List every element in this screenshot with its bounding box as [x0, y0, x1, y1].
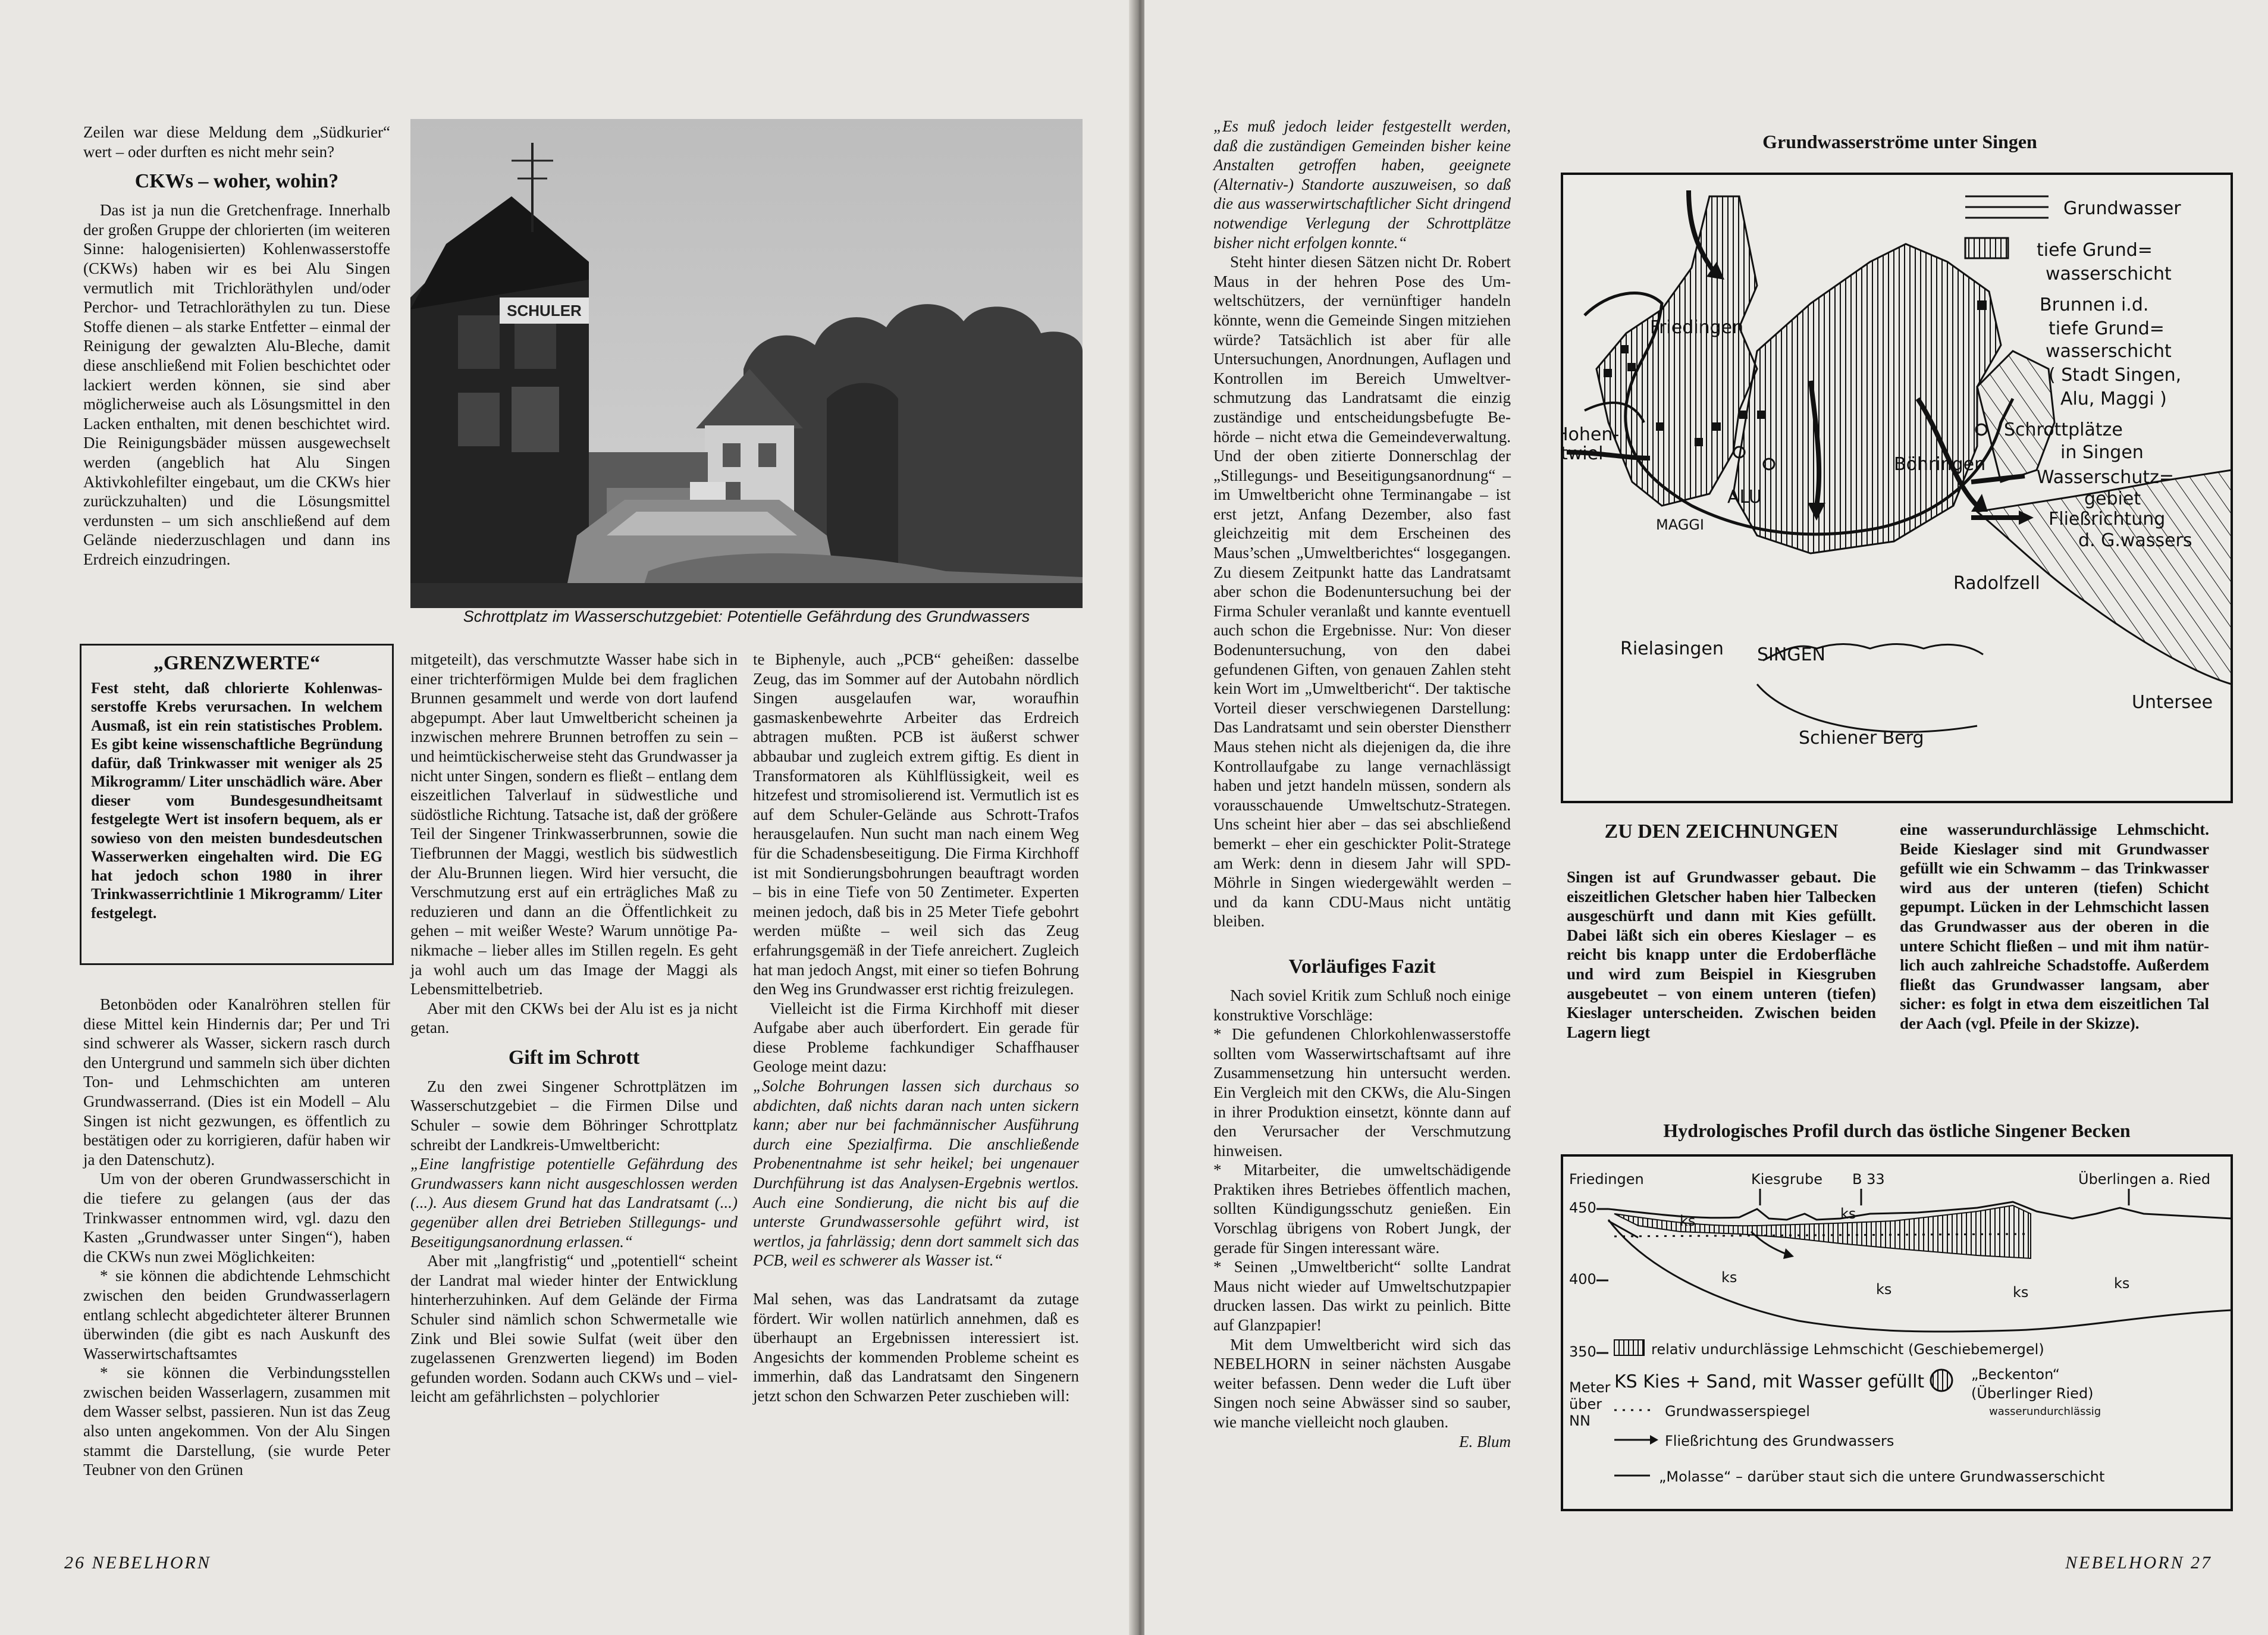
grenzwerte-box	[80, 644, 394, 965]
page-folio-right: NEBELHORN 27	[2065, 1553, 2212, 1573]
legend-brunnen-2: tiefe Grund=	[2049, 318, 2165, 339]
bullet-paragraph: * Mitarbeiter, die umweltschädigende Praktiken ihres Betriebes öffentlich machen, sollten Kündigungsschutz genießen. Ein Vorschlag übrigens von Robert Jungk, der gerade für Singen interessant wäre.	[1213, 1161, 1511, 1257]
column-right-1	[1213, 117, 1511, 1451]
profile-legend-spiegel: Grundwasserspiegel	[1665, 1403, 1810, 1420]
paragraph: Aber mit „langfristig“ und „potentiell“ scheint der Landrat mal wieder hinter der Entwicklung hinterherzuhinken. Auf dem Gelände der Firma Schuler sind nämlich schon Schwermetalle wie Zink und Blei sowie Sulfat (weit über den zugelassenen Grenzwerten liegend) im Boden gefunden worden. Sodann auch CKWs und – vielleicht am gefährlichsten – polychlorier	[410, 1252, 738, 1406]
profile-elev-400: 400	[1569, 1271, 1596, 1288]
place-alu: ALU	[1727, 487, 1762, 508]
paragraph: eine wasserundurchlässige Lehmschicht. Beide Kieslager sind mit Grundwasser gefüllt wie ein Schwamm – das Trinkwasser wird aus der unteren (tiefen) Schicht gepumpt. Lücken in der Lehmschicht lassen das Grundwasser aus der oberen in die untere Schicht fließen – und mit ihm natürlich auch zahlreiche Schadstoffe. Außerdem fließt das Grundwasser langsam, aber sicher: es folgt in etwa dem eiszeitlichen Tal der Aach (vgl. Pfeile in der Skizze).	[1900, 820, 2209, 1032]
legend-schutz-2: gebiet	[2084, 488, 2141, 509]
legend-schutz-1: Wasserschutz=	[2037, 467, 2174, 488]
profile-ks: ks	[1840, 1205, 1856, 1222]
legend-brunnen-5: Alu, Maggi )	[2060, 389, 2167, 409]
legend-brunnen-1: Brunnen i.d.	[2040, 295, 2149, 315]
profile-elev-450: 450	[1569, 1199, 1596, 1216]
profile-label-kiesgrube: Kiesgrube	[1751, 1171, 1822, 1188]
scrapyard-photo	[410, 119, 1083, 608]
profile-title: Hydrologisches Profil durch das östliche Singener Becken	[1663, 1120, 2131, 1141]
legend-tiefe-2: wasserschicht	[2046, 264, 2172, 284]
profile-axis-meter: Meter	[1569, 1379, 1611, 1396]
profile-elev-350: 350	[1569, 1343, 1596, 1360]
profile-axis-ueber: über	[1569, 1396, 1602, 1412]
profile-sketch	[1561, 1154, 2233, 1511]
paragraph: Mit dem Umweltbericht wird sich das NEBELHORN in seiner nächsten Ausgabe weiter befassen. Denn weder die Luft über Singen noch seine Abwässer sind so sauber, wie manche vielleicht noch glauben.	[1213, 1335, 1511, 1431]
profile-legend-beckenton: „Beckenton“	[1971, 1366, 2060, 1383]
zeichnungen-title: ZU DEN ZEICHNUNGEN	[1604, 820, 1839, 842]
paragraph: Um von der oberen Grundwasserschicht in die tiefere zu gelangen (aus der das Trinkwasser entnommen wird, vgl. dazu den Kasten „Grundwasser unter Singen“), haben die CKWs nun zwei Möglichkeiten:	[83, 1170, 390, 1266]
profile-legend-lehm: relativ undurchlässige Lehmschicht (Geschiebemergel)	[1651, 1341, 2044, 1358]
legend-fluss-2: d. G.wassers	[2078, 530, 2192, 551]
paragraph: Zu den zwei Singener Schrottplätzen im Wasserschutzgebiet – die Firmen Dilse und Schuler – sowie dem Böhringer Schrottplatz schreibt der Landkreis-Umweltbericht:	[410, 1077, 738, 1154]
place-hohentwiel-1: Hohen-	[1561, 424, 1620, 445]
place-schiener-berg: Schiener Berg	[1799, 728, 1924, 748]
profile-ks: ks	[1876, 1281, 1892, 1298]
column-1-top	[83, 123, 390, 569]
place-friedingen: Friedingen	[1650, 317, 1744, 338]
box-text: Fest steht, daß chlorierte Kohlenwasserstoffe Krebs verursachen. In welchem Ausmaß, ist ein rein statistisches Problem. Es gibt keine wissenschaftliche Begründung dafür, daß Trinkwasser mit weniger als 25 Mikrogramm/ Liter unschädlich wäre. Aber dieser vom Bundesgesundheitsamt festgelegte Wert ist insofern bequem, als er sowieso von den meisten bundesdeutschen Wasserwerken eingehalten wird. Die EG hat jedoch schon 1980 in ihrer Trinkwasserrichtlinie 1 Mikrogramm/ Liter festgelegt.	[91, 679, 382, 922]
legend-brunnen-3: wasserschicht	[2046, 341, 2172, 362]
profile-legend-ks: KS Kies + Sand, mit Wasser gefüllt	[1614, 1371, 1925, 1392]
place-singen: SINGEN	[1757, 644, 1825, 665]
place-maggi: MAGGI	[1656, 516, 1704, 533]
legend-schrott-1: Schrottplätze	[2004, 419, 2123, 440]
paragraph: Aber mit den CKWs bei der Alu ist es ja nicht getan.	[410, 999, 738, 1037]
column-1-bottom	[83, 995, 390, 1480]
paragraph: Steht hinter diesen Sätzen nicht Dr. Robert Maus in der hehren Pose des Umweltschützers, der vernünftiger handeln könnte, wenn die Gemeinde Singen mitziehen würde? Tatsächlich ist aber für alle Untersuchungen, Anordnungen, Auflagen und Kontrollen im Bereich Umweltverschmutzung das Landratsamt die einzig zuständige und entscheidungsbefugte Behörde – nicht etwa die Gemeindeverwaltung. Und der oben zitierte Donnerschlag der „Stillegungs- und Beseitigungsanordnung“ – im Umweltbericht ohne Terminangabe – ist erst jetzt, Anfang Dezember, also fast gleichzeitig mit dem Erscheinen des Maus’schen „Umweltberichtes“ losgegangen. Zu diesem Zeitpunkt hatte das Landratsamt aber schon die Bodenuntersuchung bei der Firma Schuler veranlaßt und kannte eventuell auch schon die Ergebnisse. Nur: Von dieser Bodenuntersuchung, von den dabei gefundenen Giften, von genauen Zahlen steht kein Wort im „Umweltbericht“. Der taktische Vorteil dieser verschwiegenen Darstellung: Das Landratsamt und sein oberster Dienstherr Maus stehen nicht als diejenigen da, die ihre Kontrollaufgabe zu lange vernachlässigt haben und jetzt handeln müssen, sondern als vorausschauende Umweltschutz-Strategen. Uns scheint hier aber – das sei abschließend bemerkt – eher ein geschickter Polit-Stratege am Werk: denn in diesem Jahr will SPD-Möhrle in Singen wiedergewählt werden – und da kann CDU-Maus nicht untätig bleiben.	[1213, 253, 1511, 931]
subheading-fazit: Vorläufiges Fazit	[1288, 955, 1436, 978]
subheading-ckw: CKWs – woher, wohin?	[134, 170, 339, 193]
page-folio-left: 26 NEBELHORN	[64, 1553, 211, 1573]
quote: „Eine langfristige potentielle Gefährdung des Grundwassers kann nicht ausgeschlossen werden (...). Aus diesem Grund hat das Landratsamt (...) gegenüber allen drei Betrieben Stillegungs- und Beseitigungsanordnung erlassen.“	[410, 1155, 738, 1251]
paragraph: Zeilen war diese Meldung dem „Südkurier“ wert – oder durften es nicht mehr sein?	[83, 123, 390, 161]
legend-grundwasser: Grundwasser	[2063, 198, 2181, 219]
bullet-paragraph: * sie können die abdichtende Lehmschicht zwischen den beiden Grundwasserlagern entlang schlecht abgedichteter älterer Brunnen überwinden (die gibt es nach Auskunft des Wasserwirtschaftsamtes	[83, 1267, 390, 1362]
profile-ks: ks	[1680, 1213, 1696, 1229]
profile-legend-ried: (Überlinger Ried)	[1971, 1385, 2094, 1402]
profile-legend-fluss: Fließrichtung des Grundwassers	[1665, 1433, 1894, 1449]
paragraph: Nach soviel Kritik zum Schluß noch einige konstruktive Vorschläge:	[1213, 986, 1511, 1024]
quote: „Solche Bohrungen lassen sich durchaus so abdichten, daß nichts daran nach unten sickern kann; aber nur bei fachmännischer Ausführung durch eine Spezialfirma. Die anschließende Probenentnahme ist sehr heikel; bei ungenauer Durchführung ist das Analysen-Ergebnis wertlos. Auch eine Sondierung, die nicht bis auf die unterste Grundwassersohle geführt wird, ist wertlos, ja fahrlässig; denn dort sammelt sich das PCB, weil es schwerer als Wasser ist.“	[753, 1077, 1079, 1270]
bullet-paragraph: * sie können die Verbindungsstellen zwischen beiden Wasserlagern, zusammen mit dem Wasser selbst, passieren. Nun ist das Zeug also unten angekommen. Von der Alu Singen stammt die Darstellung, (sie wurde Peter Teubner von den Grünen	[83, 1364, 390, 1479]
place-hohentwiel-2: twiel	[1561, 443, 1604, 464]
column-2	[410, 650, 738, 1407]
paragraph: Das ist ja nun die Gretchenfrage. Innerhalb der großen Gruppe der chlorierten (im weiteren Sinne: halogenisierten) Kohlenwasserstoffe (CKWs) haben wir es bei Alu Singen vermutlich mit Trichloräthylen und/oder Perchor- und Tetrachloräthylen zu tun. Diese Stoffe dienen – als starke Entfetter – einmal der Reinigung der gewalzten Alu-Bleche, damit diese anschließend mit Folien beschichtet oder lackiert werden können, sie sind aber möglicherweise auch als Lösungsmittel in den Lacken enthalten, mit denen beschichtet wird. Die Reinigungsbäder müssen ausgewechselt werden (angeblich hat Alu Singen Aktivkohlefilter eingebaut, um die CKWs hier zurückzuhalten) und die Lösungsmittel verdunsten – um sich anschließend auf dem Gelände niederzuschlagen und dann ins Erdreich einzudringen.	[83, 201, 390, 568]
place-boehringen: Böhringen	[1894, 454, 1986, 475]
photo-caption: Schrottplatz im Wasserschutzgebiet: Potentielle Gefährdung des Grundwassers	[463, 607, 1030, 625]
profile-legend-molasse: „Molasse“ – darüber staut sich die untere Grundwasserschicht	[1659, 1468, 2105, 1485]
profile-ks: ks	[2114, 1275, 2130, 1292]
paragraph: mitgeteilt), das verschmutzte Wasser habe sich in einer trichterförmigen Mulde bei dem fraglichen Brunnen gesammelt und werde von dort laufend abgepumpt. Aber laut Umweltbericht scheinen ja inzwischen mehrere Brunnen betroffen zu sein – und heimtückischerweise steht das Grundwasser ja nicht unter Singen, sondern es fließt – entlang dem eiszeitlichen Talverlauf in südwestliche und südöstliche Richtung. Tatsache ist, daß der größere Teil der Singener Trinkwasserbrunnen, sowie die Tiefbrunnen der Maggi, westlich bis südwestlich der Alu-Brunnen liegen. Wird hier versucht, die Verschmutzung erst auf ein erträgliches Maß zu reduzieren und dann an die Öffentlichkeit zu gehen – mit weißer Weste? Warum unnötige Panikmache – lieber alles im Stillen regeln. Es geht ja wohl auch um das Image der Maggi als Lebensmittelbetrieb.	[410, 650, 738, 998]
photo-illustration	[410, 119, 1083, 608]
groundwater-map-sketch	[1561, 173, 2233, 803]
bullet-paragraph: * Die gefundenen Chlorkohlenwasserstoffe sollten vom Wasserwirtschaftsamt auf ihre Zusammensetzung hin untersucht werden. Ein Vergleich mit den CKWs, die Alu-Singen in ihrer Produktion einsetzt, könnte dann auf den Verursacher der Verschmutzung hinweisen.	[1213, 1025, 1511, 1160]
legend-schrott-2: in Singen	[2060, 442, 2144, 463]
place-untersee: Untersee	[2132, 692, 2213, 713]
column-3	[753, 650, 1079, 1406]
subheading-gift: Gift im Schrott	[508, 1046, 640, 1069]
paragraph: Vielleicht ist die Firma Kirchhoff mit dieser Aufgabe aber auch überfordert. Ein gerade für diese Probleme fachkundiger Schaffhauser Geologe meint dazu:	[753, 999, 1079, 1076]
paragraph: Betonböden oder Kanalröhren stellen für diese Mittel kein Hindernis dar; Per und Tri sind schwerer als Wasser, sickern rasch durch den Untergrund und sammeln sich über dichten Ton- und Lehmschichten am unteren Grundwasserrand. (Dies ist ein Modell – Alu Singen ist nicht gezwungen, es öffentlich zu bestätigen oder zu korrigieren, dafür haben wir ja den Datenschutz).	[83, 995, 390, 1169]
profile-label-friedingen: Friedingen	[1569, 1171, 1644, 1188]
groundwater-map	[1561, 173, 2233, 803]
profile-ks: ks	[1721, 1269, 1737, 1286]
box-title: „GRENZWERTE“	[153, 652, 321, 674]
hydrological-profile	[1561, 1154, 2233, 1511]
zeichnungen-column-2	[1900, 820, 2209, 1033]
profile-legend-undurchlaessig: wasserundurchlässig	[1989, 1405, 2101, 1418]
zeichnungen-column-1	[1567, 820, 1876, 1042]
place-radolfzell: Radolfzell	[1953, 573, 2040, 594]
profile-label-b33: B 33	[1852, 1171, 1885, 1188]
paragraph: te Biphenyle, auch „PCB“ geheißen: dasselbe Zeug, das im Sommer auf der Autobahn nördlich Singen ausgelaufen war, woraufhin gasmaskenbewehrte Arbeiter das Erdreich abtragen mußten. PCB ist äußerst schwer abbaubar und zugleich extrem giftig. Es dient in Transformatoren als Kühlflüssigkeit, weil es hitzefest und stromisolierend ist. Vermutlich ist es auf dem Schuler-Gelände aus Schrott-Trafos herausgelaufen. Nun sucht man nach einem Weg für die Schadensbeseitigung. Die Firma Kirchhoff ist mit Sondierungsbohrungen beauftragt worden – bis in eine Tiefe von 50 Zentimeter. Experten meinen jedoch, daß bis in 25 Meter Tiefe gebohrt werden müßte – weil sich das Zeug erfahrungsgemäß in der Tiefe anreichert. Zugleich hat man jedoch Angst, mit einer so tiefen Bohrung den Weg ins Grundwasser erst richtig freizulegen.	[753, 650, 1079, 998]
page-27	[1144, 0, 2268, 1635]
author-signature: E. Blum	[1459, 1432, 1511, 1451]
profile-label-ueberlingen: Überlingen a. Ried	[2078, 1171, 2211, 1188]
map-title: Grundwasserströme unter Singen	[1762, 131, 2037, 152]
paragraph: Singen ist auf Grundwasser gebaut. Die eiszeitlichen Gletscher haben hier Talbecken ausgeschürft und dann mit Kies gefüllt. Dabei läßt sich ein oberes Kieslager – es reicht bis knapp unter die Erdoberfläche und wird zum Beispiel in Kiesgruben ausgebeutet – von einem unteren (tiefen) Kieslager unterscheiden. Zwischen beiden Lagern liegt	[1567, 868, 1876, 1041]
shop-sign-text: SCHULER	[507, 302, 582, 320]
place-rielasingen: Rielasingen	[1620, 638, 1724, 659]
profile-ks: ks	[2013, 1284, 2029, 1301]
profile-axis-nn: NN	[1569, 1412, 1591, 1429]
legend-tiefe-1: tiefe Grund=	[2037, 240, 2153, 261]
legend-fluss-1: Fließrichtung	[2049, 509, 2166, 530]
bullet-paragraph: * Seinen „Umweltbericht“ sollte Landrat Maus nicht wieder auf Umweltschutzpapier drucken lassen. Das wirkt zu peinlich. Bitte auf Glanzpapier!	[1213, 1258, 1511, 1335]
paragraph: Mal sehen, was das Landratsamt da zutage fördert. Wir wollen natürlich annehmen, daß es überhaupt an Ergebnissen interessiert ist. Angesichts der kommenden Probleme scheint es immerhin, daß das Landratsamt den Singenern jetzt schon den Schwarzen Peter zuschieben will:	[753, 1290, 1079, 1405]
legend-brunnen-4: ( Stadt Singen,	[2049, 365, 2182, 386]
quote: „Es muß jedoch leider festgestellt werden, daß die zuständigen Gemeinden bisher keine Anstalten getroffen haben, geeignete (Alternativ-) Standorte auszuweisen, so daß die aus wasserwirtschaftlicher Sicht dringend notwendige Verlegung der Schrottplätze bisher nicht erfolgen konnte.“	[1213, 117, 1511, 252]
